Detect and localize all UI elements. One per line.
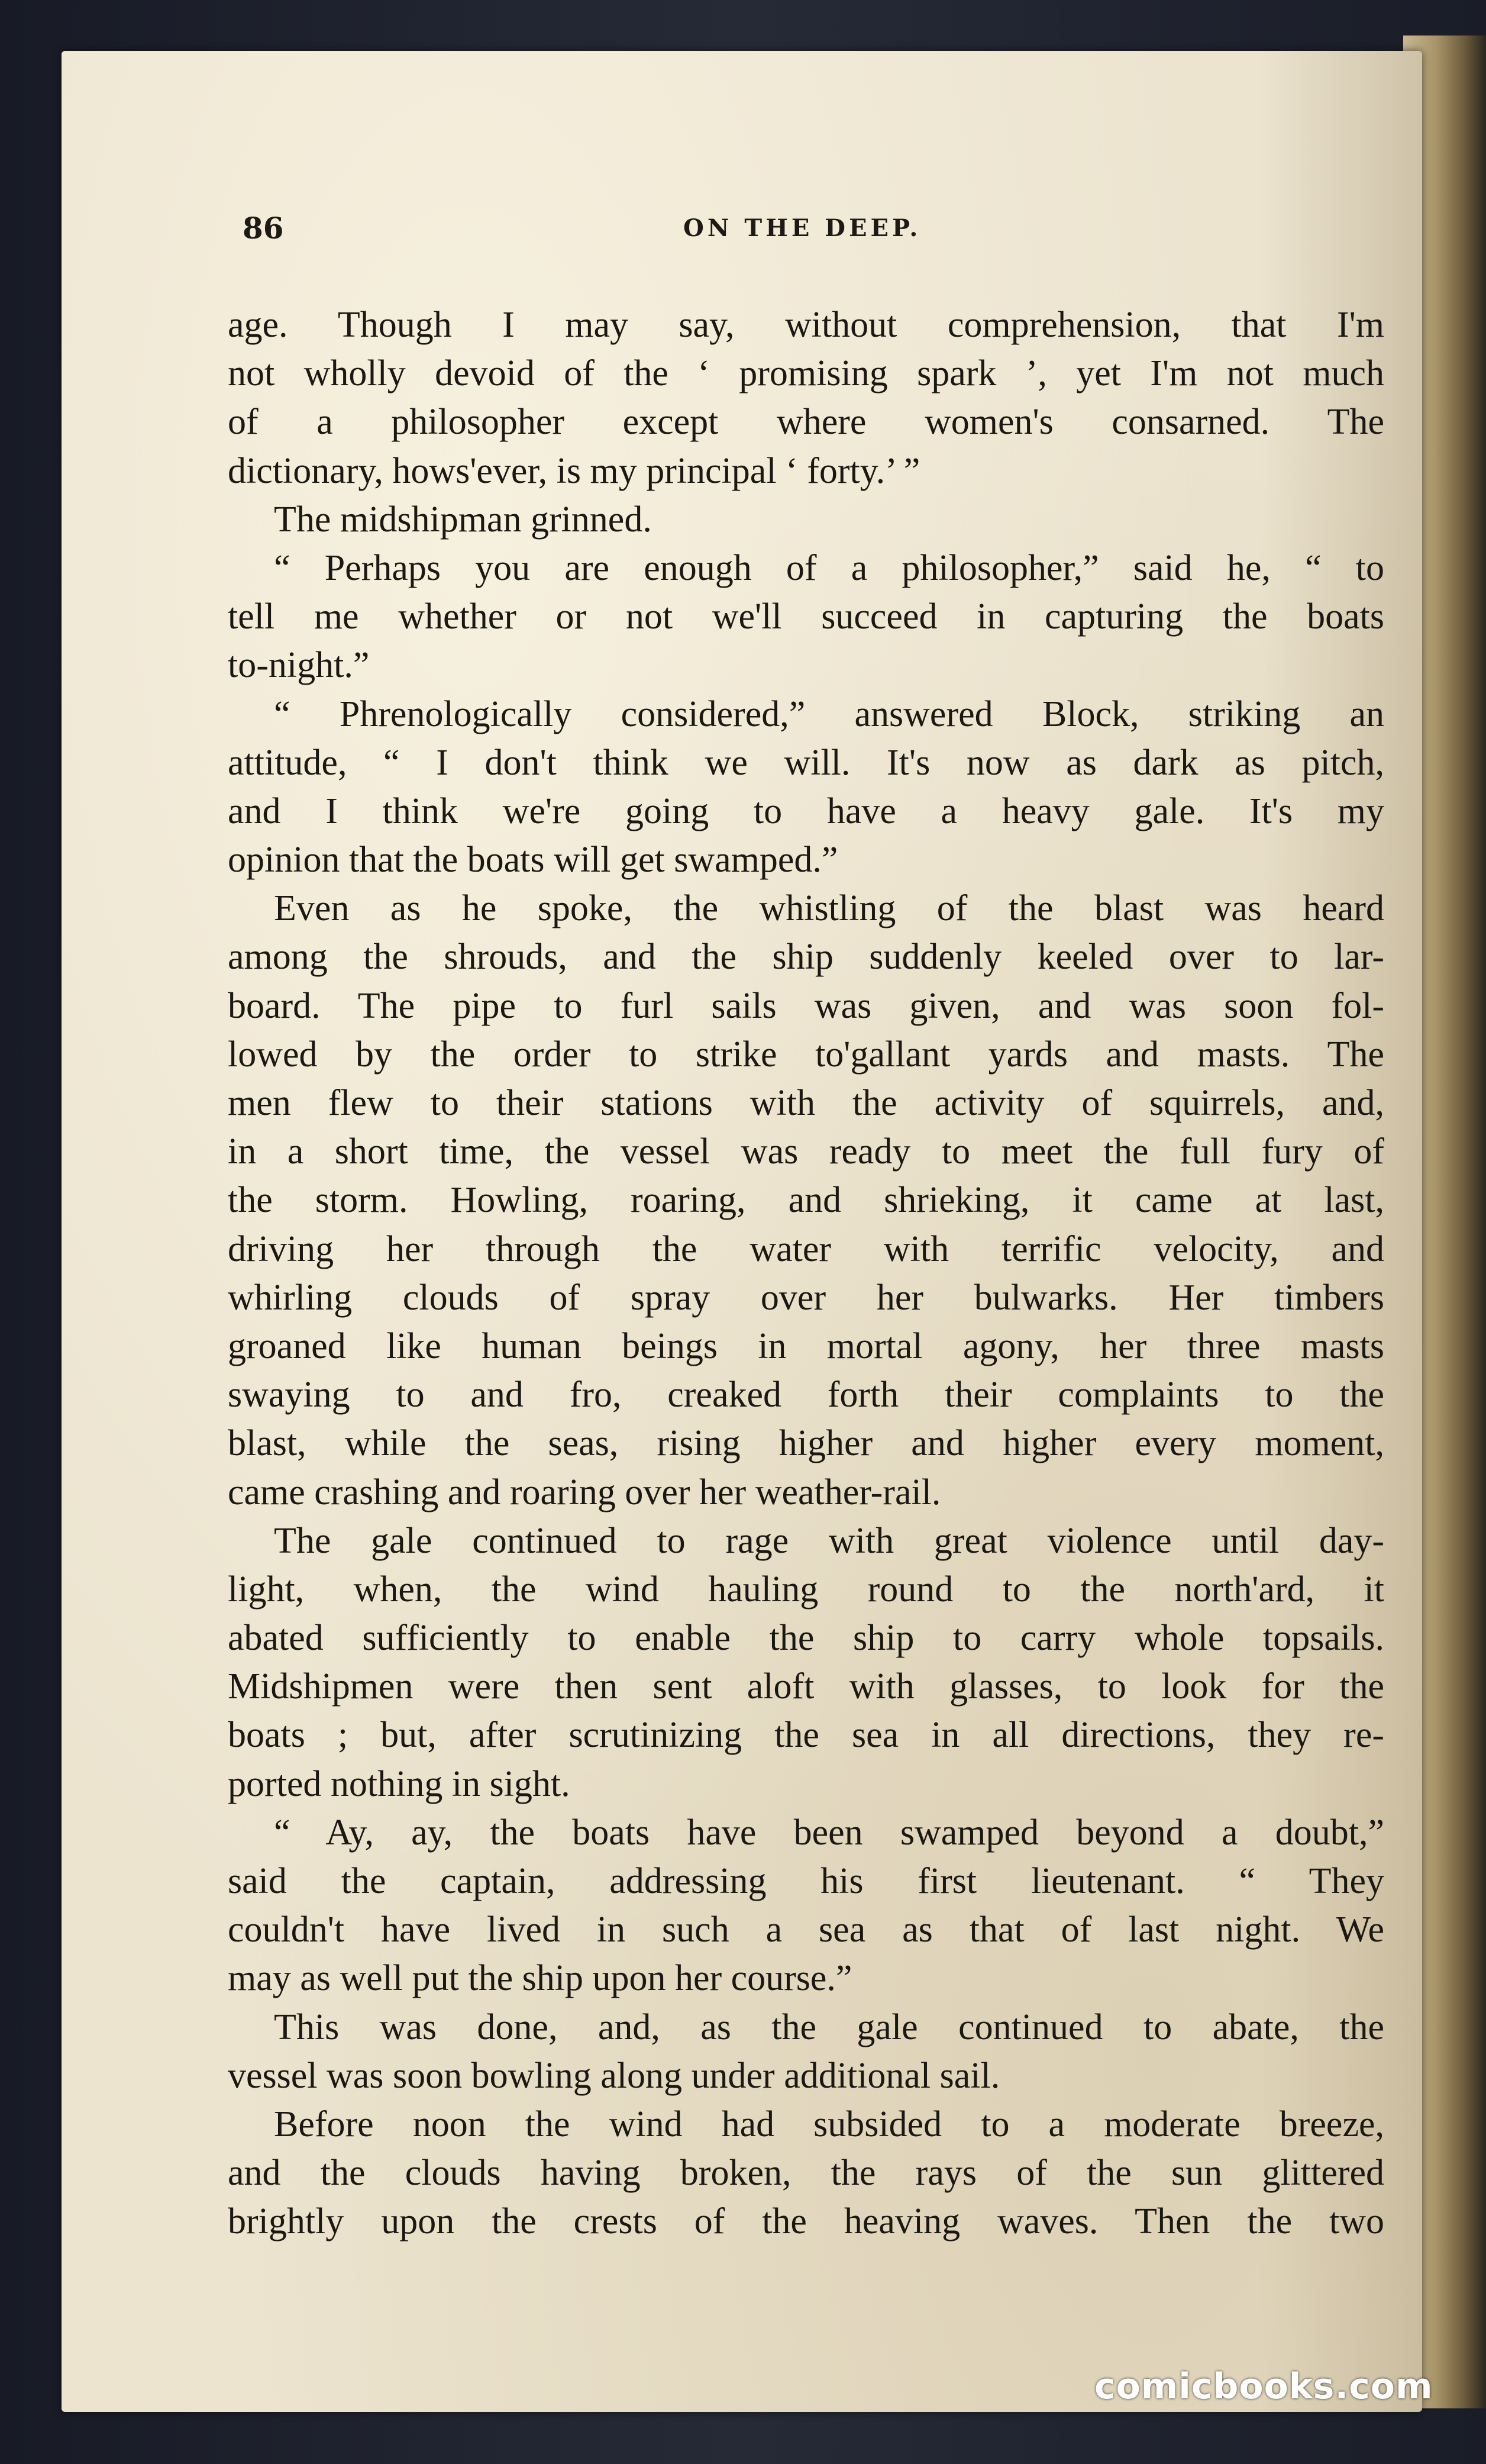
text-line: groaned like human beings in mortal agony, her three masts [228, 1325, 1384, 1366]
text-line: and the clouds having broken, the rays of the sun glittered [228, 2153, 1384, 2194]
text-line: brightly upon the crests of the heaving waves. Then the two [228, 2201, 1384, 2242]
text-line: This was done, and, as the gale continued to abate, the [274, 2007, 1384, 2047]
text-line: to-night.” [228, 645, 370, 686]
running-head: ON THE DEEP. [683, 214, 922, 242]
text-line: may as well put the ship upon her course.” [228, 1958, 852, 1999]
page-header [243, 211, 1307, 246]
text-line: swaying to and fro, creaked forth their complaints to the [228, 1375, 1384, 1415]
text-line: The midshipman grinned. [274, 499, 652, 540]
text-line: lowed by the order to strike to'gallant yards and masts. The [228, 1034, 1384, 1075]
text-line: said the captain, addressing his first lieutenant. “ They [228, 1861, 1384, 1901]
text-line: blast, while the seas, rising higher and higher every moment, [228, 1423, 1384, 1464]
text-line: “ Perhaps you are enough of a philosopher,” said he, “ to [274, 547, 1384, 588]
text-line: among the shrouds, and the ship suddenly keeled over to lar- [228, 937, 1384, 978]
text-line: the storm. Howling, roaring, and shrieking, it came at last, [228, 1180, 1384, 1221]
text-line: age. Though I may say, without comprehension, that I'm [228, 305, 1384, 345]
text-line: Even as he spoke, the whistling of the blast was heard [274, 888, 1384, 929]
text-line: driving her through the water with terrific velocity, and [228, 1228, 1384, 1269]
text-line: in a short time, the vessel was ready to meet the full fury of [228, 1131, 1384, 1172]
text-line: vessel was soon bowling along under additional sail. [228, 2055, 1000, 2096]
text-line: and I think we're going to have a heavy gale. It's my [228, 791, 1384, 831]
text-line: Midshipmen were then sent aloft with glasses, to look for the [228, 1666, 1384, 1707]
text-line: opinion that the boats will get swamped.” [228, 840, 838, 881]
page-number: 86 [243, 211, 284, 246]
text-line: ported nothing in sight. [228, 1763, 570, 1804]
text-line: not wholly devoid of the ‘ promising spark ’, yet I'm not much [228, 353, 1384, 394]
text-line: of a philosopher except where women's consarned. The [228, 402, 1384, 443]
text-line: dictionary, hows'ever, is my principal ‘ forty.’ ” [228, 450, 920, 491]
text-line: board. The pipe to furl sails was given, and was soon fol- [228, 985, 1384, 1026]
text-line: boats ; but, after scrutinizing the sea in all directions, they re- [228, 1715, 1384, 1756]
text-line: “ Ay, ay, the boats have been swamped beyond a doubt,” [274, 1812, 1384, 1853]
text-line: Before noon the wind had subsided to a moderate breeze, [274, 2104, 1384, 2144]
text-line: abated sufficiently to enable the ship to carry whole topsails. [228, 1618, 1384, 1659]
text-line: light, when, the wind hauling round to the north'ard, it [228, 1569, 1384, 1610]
text-line: whirling clouds of spray over her bulwarks. Her timbers [228, 1277, 1384, 1318]
text-line: couldn't have lived in such a sea as that of last night. We [228, 1910, 1384, 1950]
text-line: came crashing and roaring over her weather-rail. [228, 1472, 941, 1512]
text-line: “ Phrenologically considered,” answered Block, striking an [274, 694, 1384, 734]
text-line: attitude, “ I don't think we will. It's now as dark as pitch, [228, 742, 1384, 783]
body-text [228, 301, 1384, 2246]
watermark-text: comicbooks.com [1094, 2366, 1433, 2407]
text-line: The gale continued to rage with great violence until day- [274, 1520, 1384, 1561]
text-line: men flew to their stations with the activity of squirrels, and, [228, 1083, 1384, 1123]
text-line: tell me whether or not we'll succeed in capturing the boats [228, 596, 1384, 637]
